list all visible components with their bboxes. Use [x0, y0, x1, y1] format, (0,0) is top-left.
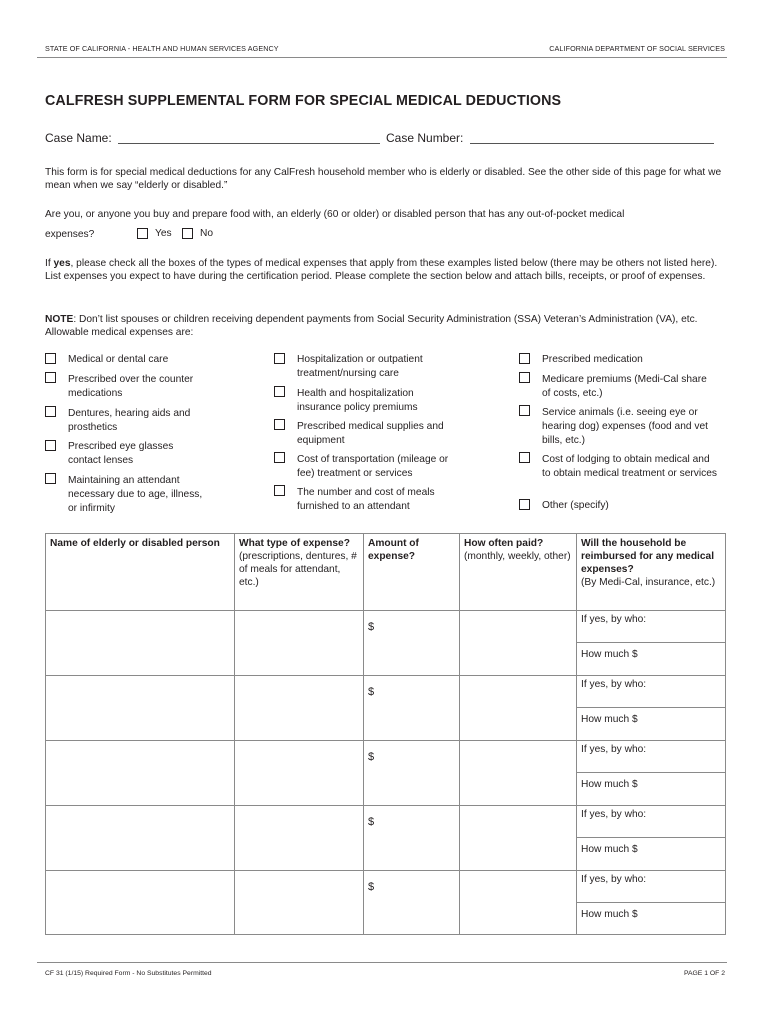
name-cell[interactable] — [46, 676, 235, 740]
case-number-label: Case Number: — [386, 131, 464, 145]
expense-type-cell[interactable] — [235, 611, 364, 676]
frequency-cell[interactable] — [460, 805, 577, 870]
name-cell[interactable] — [46, 611, 235, 676]
expense-service-animals: Service animals (i.e. seeing eye or hearing dog) expenses (food and vet bills, etc.) — [542, 407, 708, 446]
expense-prescribed-medication: Prescribed medication — [542, 354, 643, 365]
reimbursed-by-cell[interactable]: If yes, by who: — [577, 805, 726, 837]
amount-cell[interactable]: $ — [364, 611, 460, 676]
amount-cell[interactable]: $ — [364, 676, 460, 740]
header-amount: Amount of expense? — [364, 534, 460, 611]
no-label: No — [200, 228, 214, 239]
expense-hospitalization: Hospitalization or outpatient treatment/nursing care — [297, 354, 423, 379]
note-paragraph: NOTE: Don’t list spouses or children receiving dependent payments from Social Security Administration (SSA) Veteran’s Administration (VA), etc. Allowable medical expenses are: — [45, 314, 698, 339]
how-much-cell[interactable]: How much $ — [577, 772, 726, 805]
form-number: CF 31 (1/15) Required Form - No Substitutes Permitted — [45, 970, 212, 977]
agency-header: STATE OF CALIFORNIA - HEALTH AND HUMAN SERVICES AGENCY — [45, 44, 279, 53]
expense-medical-dental: Medical or dental care — [68, 354, 169, 365]
header-name: Name of elderly or disabled person — [46, 534, 235, 611]
table-row — [46, 676, 726, 708]
reimbursed-by-cell[interactable]: If yes, by who: — [577, 676, 726, 708]
name-cell[interactable] — [46, 740, 235, 805]
case-number-field[interactable] — [470, 143, 714, 144]
expense-attendant-meals: The number and cost of meals furnished to an attendant — [297, 487, 435, 512]
header-expense-type: What type of expense? (prescriptions, dentures, # of meals for attendant, etc.) — [235, 534, 364, 611]
checkbox-service-animals[interactable] — [519, 405, 530, 416]
reimbursed-by-cell[interactable]: If yes, by who: — [577, 740, 726, 772]
yes-checkbox[interactable] — [137, 228, 148, 239]
case-name-field[interactable] — [118, 143, 380, 144]
expense-type-cell[interactable] — [235, 676, 364, 740]
checkbox-lodging[interactable] — [519, 452, 530, 463]
table-row — [46, 870, 726, 902]
how-much-cell[interactable]: How much $ — [577, 902, 726, 934]
reimbursed-by-cell[interactable]: If yes, by who: — [577, 870, 726, 902]
no-checkbox[interactable] — [182, 228, 193, 239]
expense-lodging: Cost of lodging to obtain medical and to obtain medical treatment or services — [542, 454, 717, 479]
name-cell[interactable] — [46, 805, 235, 870]
table-row — [46, 805, 726, 837]
expense-type-cell[interactable] — [235, 740, 364, 805]
checkbox-prescribed-medication[interactable] — [519, 353, 530, 364]
checkbox-otc-medications[interactable] — [45, 372, 56, 383]
how-much-cell[interactable]: How much $ — [577, 643, 726, 676]
yes-label: Yes — [155, 228, 172, 239]
reimbursed-by-cell[interactable]: If yes, by who: — [577, 611, 726, 643]
checkbox-medicare-premiums[interactable] — [519, 372, 530, 383]
expense-table — [45, 533, 726, 935]
table-row — [46, 740, 726, 772]
amount-cell[interactable]: $ — [364, 870, 460, 934]
frequency-cell[interactable] — [460, 870, 577, 934]
checkbox-hospitalization[interactable] — [274, 353, 285, 364]
expense-medical-supplies: Prescribed medical supplies and equipment — [297, 421, 444, 446]
frequency-cell[interactable] — [460, 676, 577, 740]
expense-insurance-premiums: Health and hospitalization insurance policy premiums — [297, 388, 418, 413]
footer-divider — [37, 962, 727, 963]
case-name-label: Case Name: — [45, 131, 112, 145]
expense-type-cell[interactable] — [235, 870, 364, 934]
checkbox-dentures[interactable] — [45, 406, 56, 417]
intro-paragraph: This form is for special medical deductions for any CalFresh household member who is elderly or disabled. See the other side of this page for what we mean when we say “elderly or disabled.” — [45, 167, 722, 192]
table-header-row — [46, 534, 726, 611]
expense-eye-glasses: Prescribed eye glasses contact lenses — [68, 441, 174, 466]
frequency-cell[interactable] — [460, 611, 577, 676]
checkbox-transportation[interactable] — [274, 452, 285, 463]
department-header: CALIFORNIA DEPARTMENT OF SOCIAL SERVICES — [549, 44, 725, 53]
expense-transportation: Cost of transportation (mileage or fee) treatment or services — [297, 454, 449, 479]
expense-type-cell[interactable] — [235, 805, 364, 870]
checkbox-attendant[interactable] — [45, 473, 56, 484]
question-line1: Are you, or anyone you buy and prepare food with, an elderly (60 or older) or disabled person that has any out-of-pocket medical — [45, 209, 625, 220]
how-much-cell[interactable]: How much $ — [577, 708, 726, 740]
amount-cell[interactable]: $ — [364, 805, 460, 870]
expense-dentures: Dentures, hearing aids and prosthetics — [68, 408, 191, 433]
checkbox-medical-supplies[interactable] — [274, 419, 285, 430]
checkbox-attendant-meals[interactable] — [274, 485, 285, 496]
frequency-cell[interactable] — [460, 740, 577, 805]
if-yes-paragraph: If yes, please check all the boxes of the types of medical expenses that apply from these examples listed below (there may be others not listed here). List expenses you expect to have during the certification period. Please complete the section below and attach bills, receipts, or proof of expenses. — [45, 258, 718, 283]
checkbox-insurance-premiums[interactable] — [274, 386, 285, 397]
expense-attendant: Maintaining an attendant necessary due to age, illness, or infirmity — [68, 475, 203, 514]
amount-cell[interactable]: $ — [364, 740, 460, 805]
name-cell[interactable] — [46, 870, 235, 934]
how-much-cell[interactable]: How much $ — [577, 837, 726, 870]
table-row — [46, 611, 726, 643]
header-divider — [37, 57, 727, 58]
form-title: CALFRESH SUPPLEMENTAL FORM FOR SPECIAL MEDICAL DEDUCTIONS — [45, 93, 562, 109]
header-frequency: How often paid? (monthly, weekly, other) — [460, 534, 577, 611]
question-line2: expenses? — [45, 229, 95, 240]
page-number: PAGE 1 OF 2 — [683, 970, 725, 977]
checkbox-other[interactable] — [519, 499, 530, 510]
expense-other: Other (specify) — [542, 500, 609, 511]
checkbox-medical-dental[interactable] — [45, 353, 56, 364]
expense-otc-medications: Prescribed over the counter medications — [68, 374, 194, 399]
expense-medicare-premiums: Medicare premiums (Medi-Cal share of costs, etc.) — [542, 374, 707, 399]
checkbox-eye-glasses[interactable] — [45, 440, 56, 451]
header-reimbursement: Will the household be reimbursed for any medical expenses? (By Medi-Cal, insurance, etc.) — [577, 534, 726, 611]
